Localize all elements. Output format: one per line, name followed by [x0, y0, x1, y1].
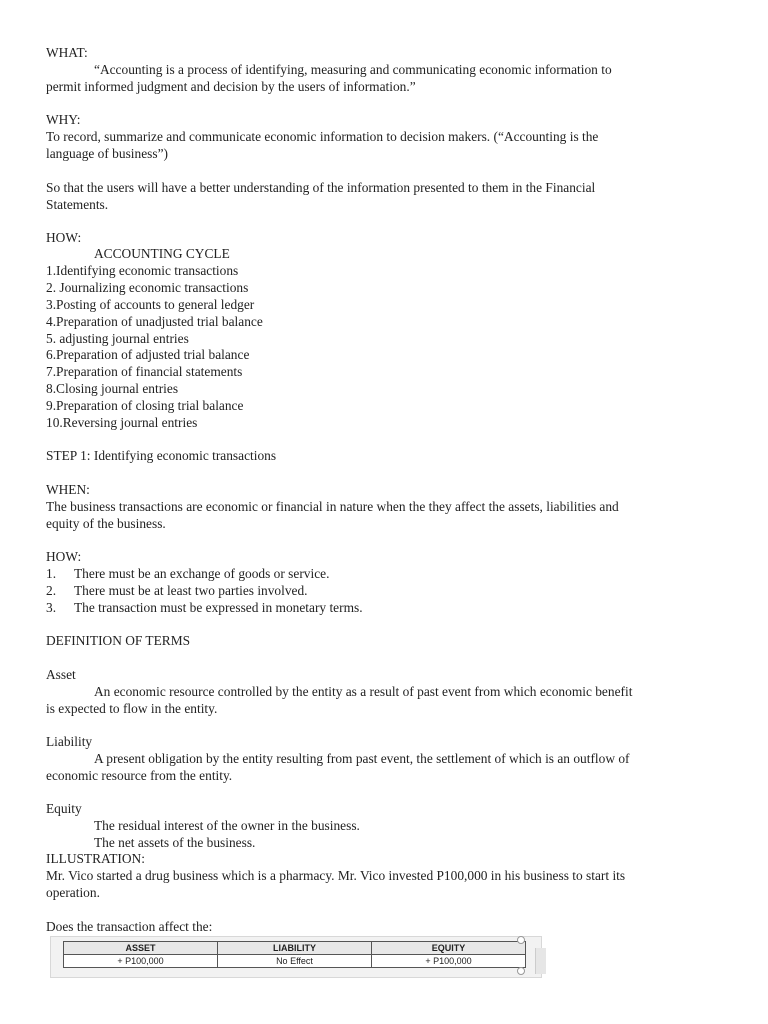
equity-label: Equity	[46, 801, 82, 816]
asset-label: Asset	[46, 667, 76, 682]
illustration-label: ILLUSTRATION:	[46, 851, 145, 866]
how2-item-text: There must be at least two parties involved.	[74, 583, 308, 598]
why-para2-line1: So that the users will have a better understanding of the information presented to them in the Financial	[46, 180, 596, 195]
how2-item-number: 2.	[46, 583, 57, 598]
table-row	[64, 955, 526, 968]
cycle-step: 10.Reversing journal entries	[46, 415, 198, 430]
resize-handle-icon[interactable]	[517, 936, 525, 944]
why-label: WHY:	[46, 112, 81, 127]
step1-title: STEP 1: Identifying economic transactions	[46, 448, 277, 463]
asset-definition-line2: is expected to flow in the entity.	[46, 701, 218, 716]
when-line1: The business transactions are economic or financial in nature when the they affect the assets, liabilities and	[46, 499, 619, 514]
accounting-cycle-title: ACCOUNTING CYCLE	[94, 246, 230, 261]
table-cell-equity: + P100,000	[372, 955, 526, 968]
equity-definition-line1: The residual interest of the owner in the business.	[94, 818, 360, 833]
how2-item-text: There must be an exchange of goods or service.	[74, 566, 330, 581]
how2-item-number: 3.	[46, 600, 57, 615]
how-label: HOW:	[46, 230, 82, 245]
cycle-step: 4.Preparation of unadjusted trial balance	[46, 314, 263, 329]
cycle-step: 3.Posting of accounts to general ledger	[46, 297, 255, 312]
illustration-line1: Mr. Vico started a drug business which is a pharmacy. Mr. Vico invested P100,000 in his business to start its	[46, 868, 626, 883]
cycle-step: 8.Closing journal entries	[46, 381, 179, 396]
how2-label: HOW:	[46, 549, 82, 564]
asset-definition-line1: An economic resource controlled by the entity as a result of past event from which economic benefit	[94, 684, 633, 699]
why-line2: language of business”)	[46, 146, 168, 161]
definitions-title: DEFINITION OF TERMS	[46, 633, 191, 648]
table-header-liability: LIABILITY	[218, 942, 372, 955]
cycle-step: 6.Preparation of adjusted trial balance	[46, 347, 250, 362]
table-header-row	[64, 942, 526, 955]
resize-handle-icon[interactable]	[517, 967, 525, 975]
cycle-step: 9.Preparation of closing trial balance	[46, 398, 244, 413]
liability-definition-line2: economic resource from the entity.	[46, 768, 233, 783]
what-definition-line2: permit informed judgment and decision by the users of information.”	[46, 79, 416, 94]
why-para2-line2: Statements.	[46, 197, 109, 212]
illustration-line2: operation.	[46, 885, 100, 900]
when-label: WHEN:	[46, 482, 90, 497]
why-line1: To record, summarize and communicate economic information to decision makers. (“Accounting is the	[46, 129, 599, 144]
cycle-step: 1.Identifying economic transactions	[46, 263, 239, 278]
table-cell-asset: + P100,000	[64, 955, 218, 968]
illustration-table-image	[50, 936, 542, 978]
what-definition-line1: “Accounting is a process of identifying, measuring and communicating economic information to	[94, 62, 612, 77]
table-header-equity: EQUITY	[372, 942, 526, 955]
layout-options-icon[interactable]	[535, 948, 546, 974]
what-label: WHAT:	[46, 45, 88, 60]
table-cell-liability: No Effect	[218, 955, 372, 968]
table-header-asset: ASSET	[64, 942, 218, 955]
cycle-step: 2. Journalizing economic transactions	[46, 280, 249, 295]
when-line2: equity of the business.	[46, 516, 166, 531]
liability-definition-line1: A present obligation by the entity resulting from past event, the settlement of which is an outflow of	[94, 751, 630, 766]
illustration-table	[63, 941, 526, 968]
cycle-step: 5. adjusting journal entries	[46, 331, 189, 346]
illustration-question: Does the transaction affect the:	[46, 919, 213, 934]
cycle-step: 7.Preparation of financial statements	[46, 364, 243, 379]
liability-label: Liability	[46, 734, 93, 749]
equity-definition-line2: The net assets of the business.	[94, 835, 256, 850]
how2-item-number: 1.	[46, 566, 57, 581]
how2-item-text: The transaction must be expressed in monetary terms.	[74, 600, 363, 615]
